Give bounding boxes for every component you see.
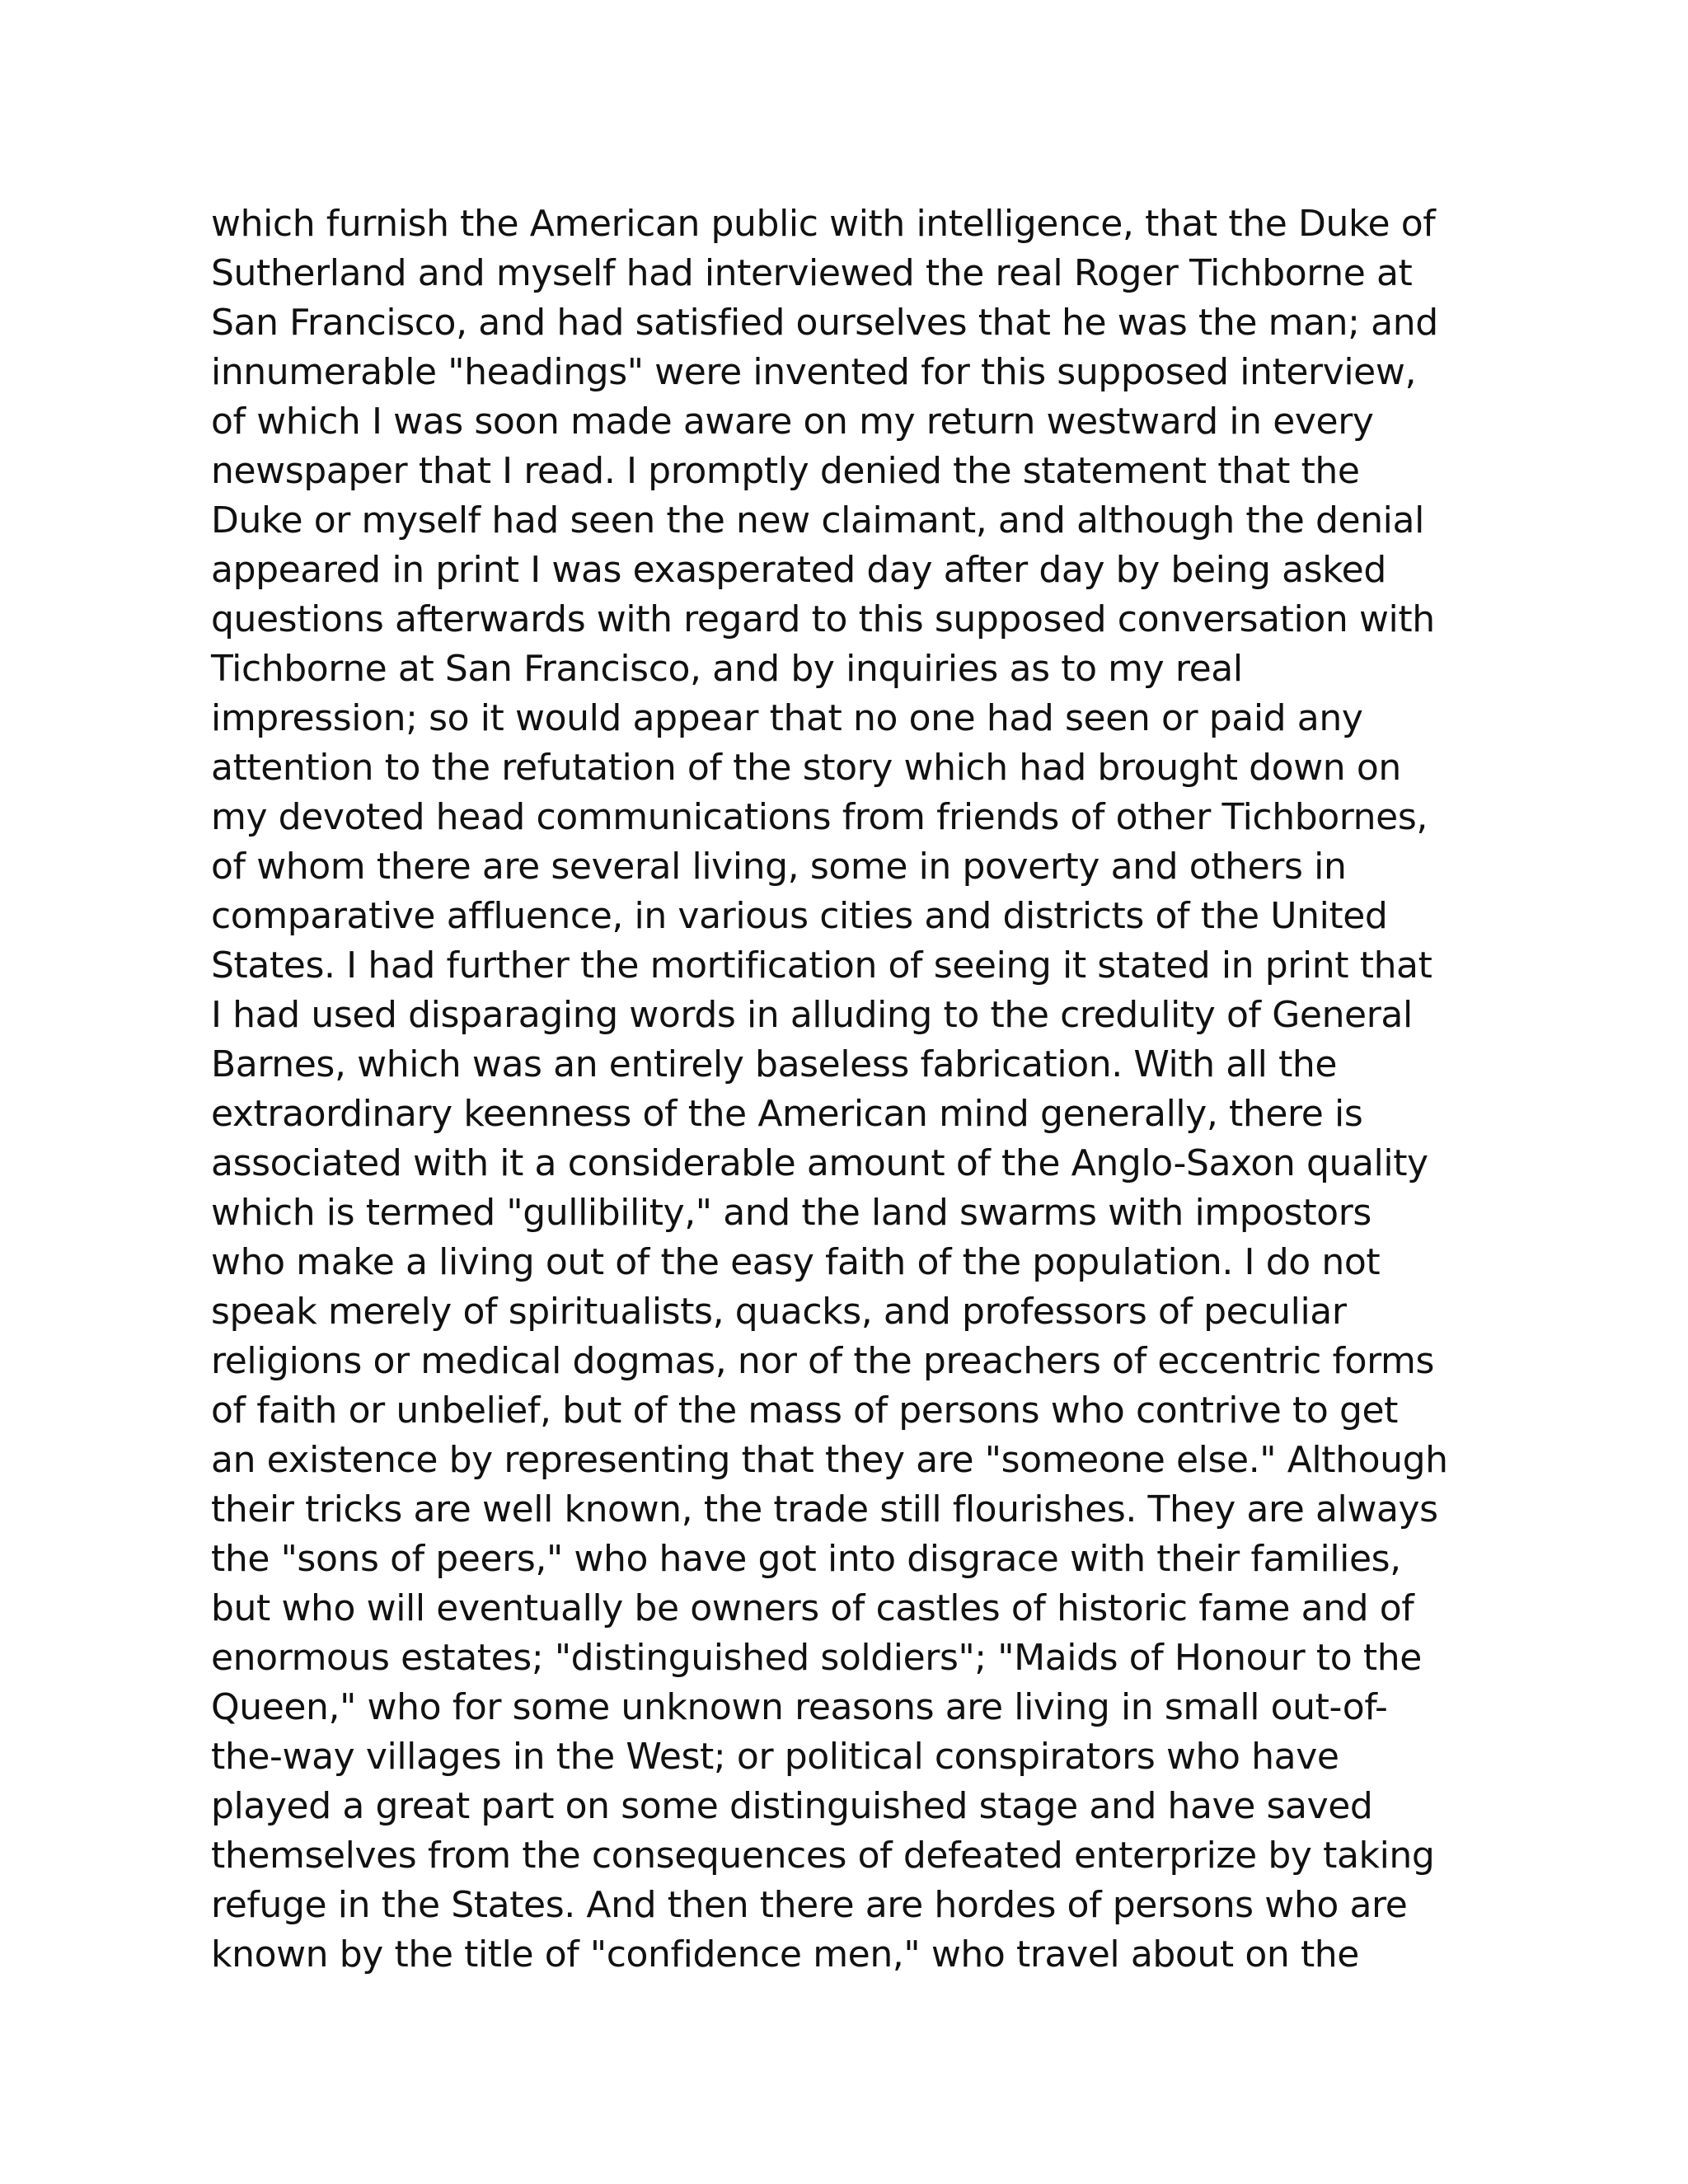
text-line: innumerable "headings" were invented for this supposed interview, (211, 351, 1417, 393)
text-line: Barnes, which was an entirely baseless fabrication. With all the (211, 1043, 1338, 1085)
text-line: an existence by representing that they are "someone else." Although (211, 1439, 1448, 1481)
text-line: but who will eventually be owners of castles of historic fame and of (211, 1587, 1414, 1629)
text-line: themselves from the consequences of defeated enterprize by taking (211, 1835, 1435, 1877)
text-line: religions or medical dogmas, nor of the preachers of eccentric forms (211, 1340, 1435, 1382)
text-line: who make a living out of the easy faith of the population. I do not (211, 1241, 1381, 1283)
text-line: of which I was soon made aware on my return westward in every (211, 401, 1374, 443)
text-line: refuge in the States. And then there are hordes of persons who are (211, 1884, 1408, 1926)
text-line: their tricks are well known, the trade still flourishes. They are always (211, 1488, 1438, 1530)
text-line: my devoted head communications from friends of other Tichbornes, (211, 796, 1428, 838)
text-line: speak merely of spiritualists, quacks, and professors of peculiar (211, 1291, 1347, 1333)
text-line: played a great part on some distinguished stage and have saved (211, 1785, 1373, 1827)
text-line: of faith or unbelief, but of the mass of persons who contrive to get (211, 1390, 1399, 1432)
text-line: which furnish the American public with intelligence, that the Duke of (211, 203, 1436, 245)
text-line: associated with it a considerable amount of the Anglo-Saxon quality (211, 1142, 1428, 1184)
text-line: newspaper that I read. I promptly denied the statement that the (211, 450, 1360, 492)
text-line: I had used disparaging words in alluding to the credulity of General (211, 994, 1413, 1036)
text-line: Queen," who for some unknown reasons are living in small out-of- (211, 1686, 1388, 1728)
text-line: extraordinary keenness of the American mind generally, there is (211, 1093, 1363, 1135)
text-line: San Francisco, and had satisfied ourselves that he was the man; and (211, 302, 1438, 344)
text-line: impression; so it would appear that no one had seen or paid any (211, 697, 1363, 739)
text-line: States. I had further the mortification of seeing it stated in print that (211, 944, 1432, 987)
text-line: the "sons of peers," who have got into disgrace with their families, (211, 1538, 1401, 1580)
body-text (211, 199, 1497, 1980)
text-line: questions afterwards with regard to this supposed conversation with (211, 598, 1435, 640)
text-line: the-way villages in the West; or political conspirators who have (211, 1736, 1339, 1778)
text-line: Tichborne at San Francisco, and by inquiries as to my real (211, 648, 1243, 690)
text-line: Sutherland and myself had interviewed the real Roger Tichborne at (211, 252, 1413, 294)
text-line: appeared in print I was exasperated day after day by being asked (211, 549, 1386, 591)
text-line: comparative affluence, in various cities and districts of the United (211, 895, 1388, 937)
text-line: known by the title of "confidence men," who travel about on the (211, 1933, 1359, 1975)
text-line: attention to the refutation of the story which had brought down on (211, 747, 1401, 789)
text-line: of whom there are several living, some in poverty and others in (211, 846, 1347, 888)
text-line: Duke or myself had seen the new claimant, and although the denial (211, 499, 1424, 541)
text-line: which is termed "gullibility," and the land swarms with impostors (211, 1192, 1372, 1234)
text-line: enormous estates; "distinguished soldiers"; "Maids of Honour to the (211, 1637, 1422, 1679)
